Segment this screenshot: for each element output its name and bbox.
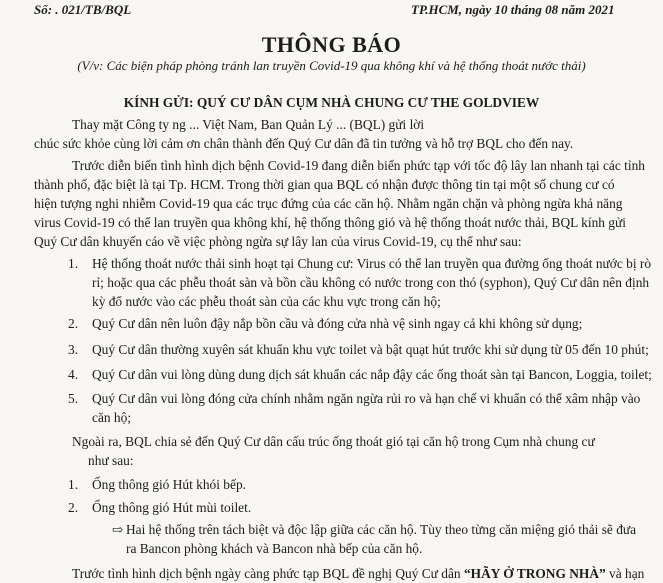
document-number: Số: . 021/TB/BQL	[34, 2, 132, 17]
list-item-number: 5.	[68, 391, 79, 406]
list-item-1-line-2: rỉ; hoặc qua các phễu thoát sàn và bồn cầu không có nước trong con thó (syphon), Quý Cư dân nên định	[92, 275, 650, 290]
note-text-1: Hai hệ thống trên tách biệt và độc lập giữa các căn hộ. Tùy theo từng căn miệng gió thải sẽ đưa	[126, 522, 637, 537]
place-date: TP.HCM, ngày 10 tháng 08 năm 2021	[411, 2, 615, 17]
vent-item-2: Ống thông gió Hút mùi toilet.	[92, 500, 252, 515]
paragraph-3-line-1: Ngoài ra, BQL chia sẻ đến Quý Cư dân cấu trúc ống thoát gió tại căn hộ trong Cụm nhà chung cư	[72, 434, 595, 449]
paragraph-3-line-2: như sau:	[88, 453, 134, 468]
list-item-number: 2.	[68, 500, 79, 515]
paragraph-2-line-3: hiện tượng nghi nhiễm Covid-19 qua các trục đứng của các căn hộ. Nhằm ngăn chặn và phòng ngừa khả năng	[34, 196, 623, 211]
list-item-5-line-1: Quý Cư dân vui lòng đóng cửa chính nhằm ngăn ngừa rủi ro và hạn chế vi khuẩn có thể xâm nhập vào	[92, 391, 641, 406]
list-item-1-line-1: Hệ thống thoát nước thải sinh hoạt tại Chung cư: Virus có thể lan truyền qua đường ống thoát nước bị rò	[92, 256, 652, 271]
list-item-number: 4.	[68, 367, 79, 382]
document-title: THÔNG BÁO	[261, 32, 402, 57]
closing-suffix: và hạn	[605, 566, 645, 581]
paragraph-2-line-1: Trước diễn biến tình hình dịch bệnh Covid-19 đang diễn biến phức tạp với tốc độ lây lan nhanh tại các tỉnh	[72, 158, 645, 173]
list-item-3: Quý Cư dân thường xuyên sát khuẩn khu vực toilet và bật quạt hút trước khi sử dụng từ 05 đến 10 phút;	[92, 342, 649, 357]
list-item-number: 3.	[68, 342, 79, 357]
closing-text: Trước tình hình dịch bệnh ngày càng phức tạp BQL đề nghị Quý Cư dân	[72, 566, 464, 581]
closing-line	[72, 566, 644, 582]
paragraph-1-line-2: chúc sức khỏe cùng lời cảm ơn chân thành đến Quý Cư dân đã tin tưởng và hỗ trợ BQL cho đến nay.	[34, 136, 574, 151]
recipient-line: KÍNH GỬI: QUÝ CƯ DÂN CỤM NHÀ CHUNG CƯ THE GOLDVIEW	[123, 95, 540, 110]
list-item-5-line-2: căn hộ;	[92, 410, 132, 425]
list-item-4: Quý Cư dân vui lòng dùng dung dịch sát khuẩn các nắp đậy các ống thoát sàn tại Bancon, Loggia, toilet;	[92, 367, 652, 382]
list-item-2: Quý Cư dân nên luôn đậy nắp bồn cầu và đóng cửa nhà vệ sinh ngay cả khi không sử dụng;	[92, 316, 583, 331]
list-item-1-line-3: kỳ đổ nước vào các phễu thoát sàn của các khu vực trong căn hộ;	[92, 294, 441, 309]
stay-home-phrase: “HÃY Ở TRONG NHÀ”	[463, 566, 606, 581]
list-item-number: 2.	[68, 316, 79, 331]
paragraph-2-line-4: virus Covid-19 có thể lan truyền qua không khí, hệ thống thông gió và hệ thống thoát nước thải, BQL kính gửi	[34, 215, 626, 230]
document-subject: (V/v: Các biện pháp phòng tránh lan truyền Covid-19 qua không khí và hệ thống thoát nước thải)	[77, 58, 586, 73]
vent-item-1: Ống thông gió Hút khói bếp.	[92, 477, 246, 492]
list-item-number: 1.	[68, 256, 79, 271]
paragraph-2-line-5: Quý Cư dân khuyến cáo về việc phòng ngừa sự lây lan của virus Covid-19, cụ thể như sau:	[34, 234, 522, 249]
note-line-2: ra Bancon phòng khách và Bancon nhà bếp của căn hộ.	[126, 541, 423, 556]
note-line-1	[112, 522, 636, 538]
paragraph-1-line-1: Thay mặt Công ty ng ... Việt Nam, Ban Quản Lý ... (BQL) gửi lời	[72, 117, 425, 132]
right-arrow-icon: ⇨	[112, 522, 124, 537]
paragraph-2-line-2: thành phố, đặc biệt là tại Tp. HCM. Trong thời gian qua BQL có nhận được thông tin tại một số chung cư có	[34, 177, 615, 192]
list-item-number: 1.	[68, 477, 79, 492]
